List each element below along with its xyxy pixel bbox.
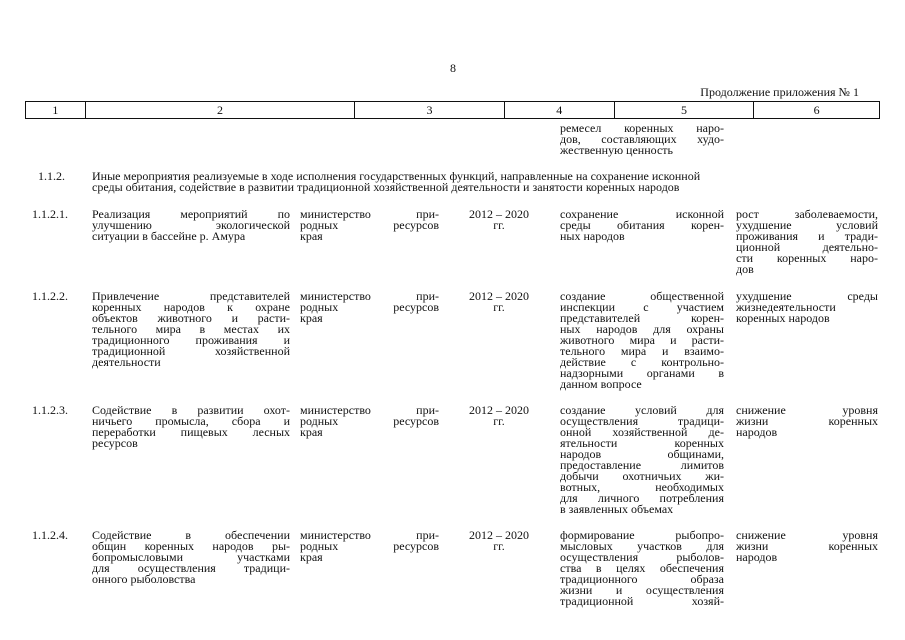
text-line: традиционного проживания и <box>92 333 290 347</box>
text-line: для осуществления традици- <box>92 561 290 575</box>
row-number: 1.1.2.2. <box>32 289 68 303</box>
text-line: министерство при- <box>300 528 439 542</box>
row-executor <box>300 530 439 563</box>
text-line: создание общественной <box>560 289 724 303</box>
row-consequence <box>736 405 878 438</box>
text-line: родных ресурсов <box>300 539 439 553</box>
text-line: ресурсов <box>92 436 138 450</box>
text-line: онной хозяйственной де- <box>560 425 724 439</box>
text-line: Содействие в развитии охот- <box>92 403 290 417</box>
text-line: проживания и тради- <box>736 229 878 243</box>
text-line: жизни и осуществления <box>560 583 724 597</box>
text-line: снижение уровня <box>736 528 878 542</box>
row-period <box>449 405 549 427</box>
text-line: дов <box>736 262 754 276</box>
text-line: ных народов для охраны <box>560 322 724 336</box>
text-line: Привлечение представителей <box>92 289 290 303</box>
text-line: министерство при- <box>300 289 439 303</box>
text-line: министерство при- <box>300 207 439 221</box>
header-col-2: 2 <box>86 102 355 118</box>
text-line: среды обитания, содействие в развитии традиционной хозяйственной деятельности и занятости коренных народов <box>92 180 680 194</box>
text-line: сохранение исконной <box>560 207 724 221</box>
text-line: народов общинами, <box>560 447 724 461</box>
text-line: ухудшение среды <box>736 289 878 303</box>
text-line: родных ресурсов <box>300 218 439 232</box>
text-line: 2012 – 2020 <box>469 207 529 221</box>
text-line: ных народов <box>560 229 625 243</box>
text-line: жизни коренных <box>736 539 878 553</box>
text-line: деятельности <box>92 355 161 369</box>
text-line: традиционной хозяйственной <box>92 344 290 358</box>
text-line: 2012 – 2020 <box>469 403 529 417</box>
text-line: ухудшение условий <box>736 218 878 232</box>
text-line: гг. <box>493 218 505 232</box>
text-line: рост заболеваемости, <box>736 207 878 221</box>
text-line: 2012 – 2020 <box>469 528 529 542</box>
text-line: коренных народов к охране <box>92 300 290 314</box>
row-number: 1.1.2.4. <box>32 528 68 542</box>
row-period <box>449 291 549 313</box>
header-col-3: 3 <box>355 102 505 118</box>
row-measure <box>92 405 290 449</box>
text-line: министерство при- <box>300 403 439 417</box>
text-line: Реализация мероприятий по <box>92 207 290 221</box>
continuation-note: Продолжение приложения № 1 <box>700 85 859 99</box>
text-line: данном вопросе <box>560 377 642 391</box>
text-line: жизнедеятельности <box>736 300 836 314</box>
text-line: действие с контрольно- <box>560 355 724 369</box>
section-title <box>92 171 862 193</box>
text-line: родных ресурсов <box>300 300 439 314</box>
text-line: коренных народов <box>736 311 830 325</box>
row-consequence <box>736 530 878 563</box>
text-line: Иные мероприятия реализуемые в ходе исполнения государственных функций, направленные на сохранение исконной <box>92 169 701 183</box>
text-line: улучшению экологической <box>92 218 290 232</box>
text-line: осуществления традици- <box>560 414 724 428</box>
header-col-4: 4 <box>505 102 615 118</box>
text-line: объектов животного и расти- <box>92 311 290 325</box>
row-result <box>560 291 724 390</box>
row-measure <box>92 209 290 242</box>
text-line: сти коренных наро- <box>736 251 878 265</box>
table-header <box>25 101 880 119</box>
row-result <box>560 530 724 607</box>
text-line: животного мира и расти- <box>560 333 724 347</box>
text-line: Содействие в обеспечении <box>92 528 290 542</box>
text-line: ства в целях обеспечения <box>560 561 724 575</box>
text-line: ситуации в бассейне р. Амура <box>92 229 246 243</box>
text-line: традиционной хозяй- <box>560 594 724 608</box>
row-result <box>560 405 724 515</box>
text-line: представителей корен- <box>560 311 724 325</box>
row-executor <box>300 291 439 324</box>
header-col-1: 1 <box>26 102 86 118</box>
text-line: для личного потребления <box>560 491 724 505</box>
text-line: тельного мира и взаимо- <box>560 344 724 358</box>
text-line: осуществления рыболов- <box>560 550 724 564</box>
row-number: 1.1.2.1. <box>32 207 68 221</box>
row-period <box>449 530 549 552</box>
row-measure <box>92 291 290 368</box>
text-line: надзорными органами в <box>560 366 724 380</box>
row-result <box>560 209 724 242</box>
text-line: края <box>300 550 323 564</box>
text-line: бопромысловыми участками <box>92 550 290 564</box>
text-line: края <box>300 425 323 439</box>
text-line: тельного мира в местах их <box>92 322 290 336</box>
row-period <box>449 209 549 231</box>
text-line: среды обитания корен- <box>560 218 724 232</box>
text-line: вотных, необходимых <box>560 480 724 494</box>
text-line: жественную ценность <box>560 143 673 157</box>
text-line: ятельности коренных <box>560 436 724 450</box>
section-number: 1.1.2. <box>38 169 65 183</box>
text-line: народов <box>736 550 778 564</box>
text-line: гг. <box>493 539 505 553</box>
row-number: 1.1.2.3. <box>32 403 68 417</box>
text-line: гг. <box>493 300 505 314</box>
text-line: добычи охотничьих жи- <box>560 469 724 483</box>
text-line: переработки пищевых лесных <box>92 425 290 439</box>
text-line: мысловых участков для <box>560 539 724 553</box>
row-measure <box>92 530 290 585</box>
row-executor <box>300 405 439 438</box>
row-executor <box>300 209 439 242</box>
text-line: ремесел коренных наро- <box>560 121 724 135</box>
page-number: 8 <box>450 61 456 75</box>
text-line: 2012 – 2020 <box>469 289 529 303</box>
text-line: родных ресурсов <box>300 414 439 428</box>
text-line: дов, составляющих худо- <box>560 132 724 146</box>
text-line: общин коренных народов ры- <box>92 539 290 553</box>
text-line: создание условий для <box>560 403 724 417</box>
text-line: формирование рыбопро- <box>560 528 724 542</box>
text-line: жизни коренных <box>736 414 878 428</box>
text-line: ционной деятельно- <box>736 240 878 254</box>
text-line: инспекции с участием <box>560 300 724 314</box>
text-line: традиционного образа <box>560 572 724 586</box>
text-line: ничьего промысла, сбора и <box>92 414 290 428</box>
row-consequence <box>736 209 878 275</box>
header-col-5: 5 <box>615 102 755 118</box>
text-line: снижение уровня <box>736 403 878 417</box>
text-line: края <box>300 311 323 325</box>
text-line: народов <box>736 425 778 439</box>
text-line: края <box>300 229 323 243</box>
text-line: предоставление лимитов <box>560 458 724 472</box>
row-consequence <box>736 291 878 324</box>
header-col-6: 6 <box>813 103 820 117</box>
text-line: онного рыболовства <box>92 572 196 586</box>
carryover-result <box>560 123 724 156</box>
text-line: гг. <box>493 414 505 428</box>
text-line: в заявленных объемах <box>560 502 674 516</box>
